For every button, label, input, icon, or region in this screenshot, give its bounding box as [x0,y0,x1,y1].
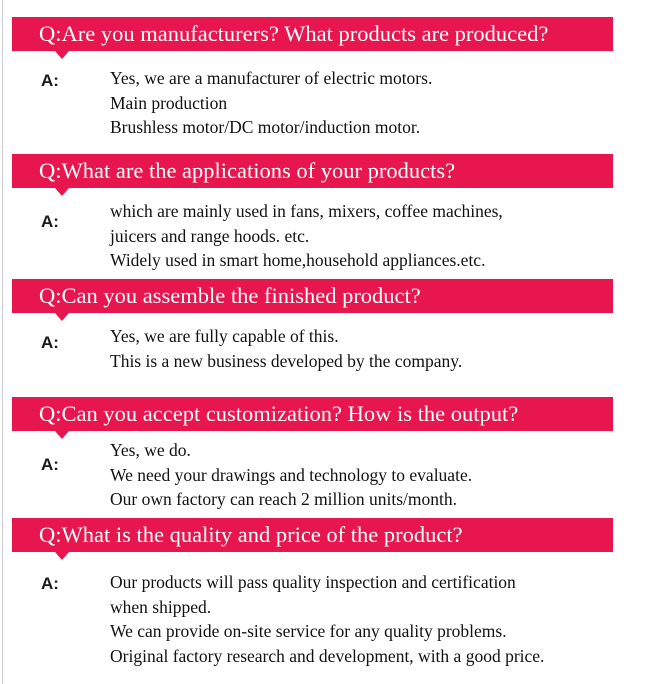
answer-line: Yes, we do. [110,440,191,460]
answer-line: Yes, we are a manufacturer of electric motors. [110,68,433,88]
faq-answer [110,324,650,373]
faq-question-banner: Q:Can you assemble the finished product? [12,279,613,313]
answer-label: A: [41,333,59,352]
answer-label: A: [41,455,59,474]
banner-pointer [55,431,69,439]
faq-answer [110,66,650,140]
answer-line: Main production [110,92,228,113]
answer-line: We need your drawings and technology to evaluate. [110,464,473,485]
answer-line: Yes, we are fully capable of this. [110,326,339,346]
answer-line: Original factory research and development, with a good price. [110,645,545,666]
answer-line: This is a new business developed by the company. [110,350,463,371]
faq-answer [110,199,650,273]
faq-question-banner: Q:Can you accept customization? How is the output? [12,397,613,431]
answer-line: Brushless motor/DC motor/induction motor. [110,117,421,137]
faq-question-banner: Q:Are you manufacturers? What products are produced? [12,17,613,51]
answer-line: juicers and range hoods. etc. [110,225,310,246]
page-left-rule [2,0,3,684]
banner-pointer [55,188,69,196]
answer-label: A: [41,71,59,90]
answer-line: Our own factory can reach 2 million units/month. [110,489,458,509]
faq-question-banner: Q:What are the applications of your products? [12,154,613,188]
answer-line: Widely used in smart home,household appliances.etc. [110,250,486,270]
answer-label: A: [41,574,59,593]
faq-answer [110,570,650,668]
answer-line: which are mainly used in fans, mixers, coffee machines, [110,201,503,221]
faq-answer [110,438,650,512]
answer-line: We can provide on-site service for any quality problems. [110,621,507,641]
faq-question-banner: Q:What is the quality and price of the product? [12,518,613,552]
answer-line: Our products will pass quality inspection and certification [110,572,516,592]
banner-pointer [55,552,69,560]
banner-pointer [55,51,69,59]
answer-line: when shipped. [110,596,212,617]
banner-pointer [55,313,69,321]
answer-label: A: [41,212,59,231]
